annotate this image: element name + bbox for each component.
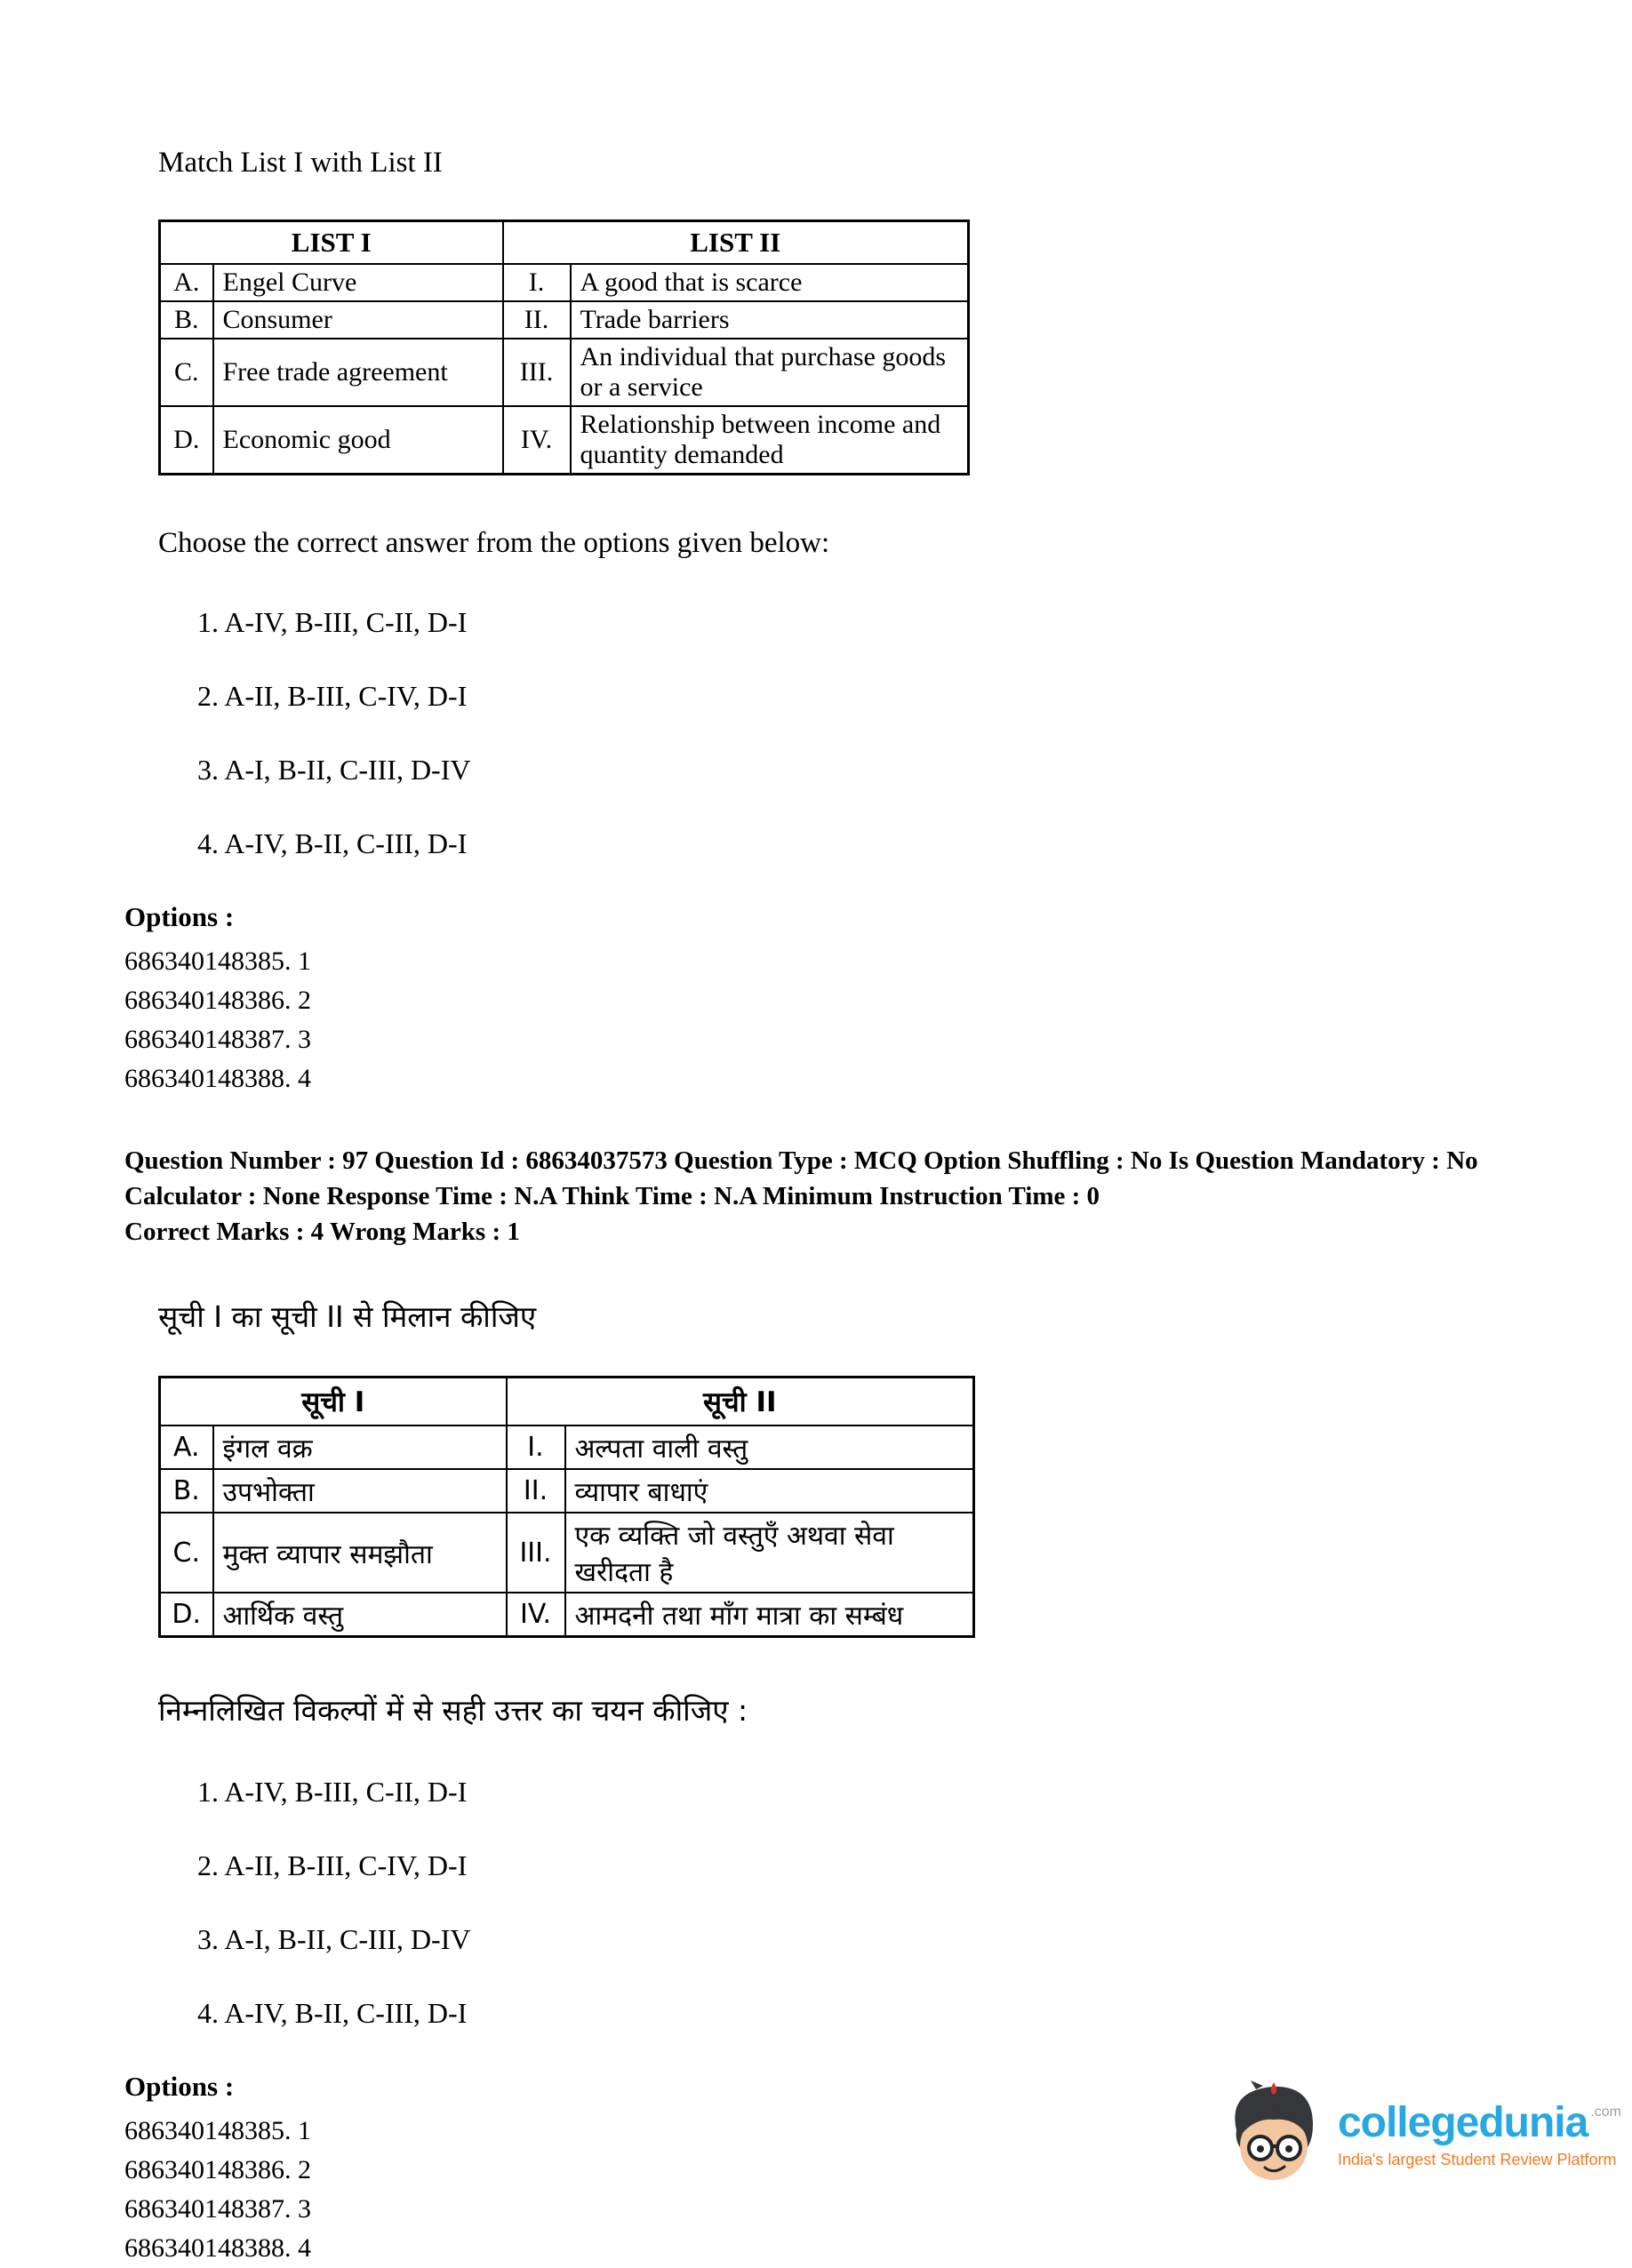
table-row-b	[160, 301, 969, 339]
row-match: An individual that purchase goods or a service	[571, 339, 969, 406]
row-letter: D.	[160, 1593, 213, 1637]
choice-3: 3. A-I, B-II, C-III, D-IV	[197, 754, 471, 786]
row-roman: III.	[507, 1513, 565, 1593]
option-id: 686340148387. 3	[124, 2194, 311, 2224]
option-id: 686340148386. 2	[124, 2155, 311, 2184]
choice-2: 2. A-II, B-III, C-IV, D-I	[197, 680, 468, 712]
table-header-row	[160, 1378, 974, 1426]
choice-4: 4. A-IV, B-II, C-III, D-I	[197, 1997, 468, 2029]
row-item: उपभोक्ता	[213, 1469, 507, 1513]
row-match: आमदनी तथा माँग मात्रा का सम्बंध	[565, 1593, 974, 1637]
row-match: Trade barriers	[571, 301, 969, 339]
table-row-c	[160, 339, 969, 406]
row-roman: IV.	[507, 1593, 565, 1637]
table-row-d	[160, 1593, 974, 1637]
collegedunia-logo	[1220, 2079, 1621, 2192]
option-ids-english	[124, 942, 1579, 1098]
choice-1: 1. A-IV, B-III, C-II, D-I	[197, 606, 468, 638]
choice-2: 2. A-II, B-III, C-IV, D-I	[197, 1849, 468, 1881]
row-item: Engel Curve	[213, 264, 503, 301]
row-letter: C.	[160, 1513, 213, 1593]
question-prompt-hindi: सूची I का सूची II से मिलान कीजिए	[158, 1299, 537, 1334]
brand-suffix: .com	[1590, 2104, 1621, 2120]
row-letter: B.	[160, 1469, 213, 1513]
brand-row	[1338, 2101, 1621, 2145]
question-prompt-english: Match List I with List II	[158, 147, 443, 179]
brand-tagline: India's largest Student Review Platform	[1337, 2151, 1617, 2168]
row-item: Free trade agreement	[213, 339, 503, 406]
choices-english	[197, 606, 1579, 860]
options-label-english: Options :	[124, 901, 235, 932]
table-header-row	[160, 221, 969, 265]
table-row-c	[160, 1513, 974, 1593]
question-metadata: Question Number : 97 Question Id : 68634037573 Question Type : MCQ Option Shuffling : No Is Question Mandatory : No Calculator : None Response Time : N.A Think Time : N.A Minimum Instruction Time : 0	[124, 1146, 1478, 1210]
row-match: अल्पता वाली वस्तु	[565, 1425, 974, 1469]
header-list1: LIST I	[160, 221, 503, 265]
table-row-b	[160, 1469, 974, 1513]
choices-hindi	[197, 1776, 1579, 2030]
row-match: A good that is scarce	[571, 264, 969, 301]
choice-4: 4. A-IV, B-II, C-III, D-I	[197, 827, 468, 859]
row-roman: I.	[503, 264, 571, 301]
choose-instruction-english: Choose the correct answer from the options given below:	[158, 527, 830, 559]
row-item: इंगल वक्र	[213, 1425, 507, 1469]
row-letter: A.	[160, 264, 213, 301]
row-roman: III.	[503, 339, 571, 406]
row-roman: II.	[507, 1469, 565, 1513]
table-row-a	[160, 1425, 974, 1469]
row-item: मुक्त व्यापार समझौता	[213, 1513, 507, 1593]
option-id: 686340148386. 2	[124, 986, 311, 1015]
row-item: Consumer	[213, 301, 503, 339]
choice-3: 3. A-I, B-II, C-III, D-IV	[197, 1923, 471, 1955]
row-item: Economic good	[213, 406, 503, 475]
row-match: व्यापार बाधाएं	[565, 1469, 974, 1513]
match-table-hindi	[158, 1376, 975, 1638]
question-marks: Correct Marks : 4 Wrong Marks : 1	[124, 1218, 520, 1246]
row-roman: IV.	[503, 406, 571, 475]
brand-name: collegedunia	[1337, 2099, 1588, 2146]
header-list1: सूची I	[160, 1378, 507, 1426]
row-match: Relationship between income and quantity demanded	[571, 406, 969, 475]
row-letter: A.	[160, 1425, 213, 1469]
mascot-icon	[1220, 2079, 1325, 2192]
row-letter: C.	[160, 339, 213, 406]
match-table-english	[158, 220, 970, 475]
brand-block	[1338, 2101, 1621, 2169]
row-item: आर्थिक वस्तु	[213, 1593, 507, 1637]
row-match: एक व्यक्ति जो वस्तुएँ अथवा सेवा खरीदता है	[565, 1513, 974, 1593]
option-id: 686340148388. 4	[124, 1064, 311, 1093]
options-label-hindi: Options :	[124, 2071, 235, 2102]
option-id: 686340148385. 1	[124, 946, 311, 976]
option-id: 686340148388. 4	[124, 2233, 311, 2263]
choice-1: 1. A-IV, B-III, C-II, D-I	[197, 1776, 468, 1808]
table-row-a	[160, 264, 969, 301]
option-id: 686340148387. 3	[124, 1025, 311, 1054]
row-letter: B.	[160, 301, 213, 339]
header-list2: सूची II	[507, 1378, 974, 1426]
row-letter: D.	[160, 406, 213, 475]
option-id: 686340148385. 1	[124, 2116, 311, 2145]
header-list2: LIST II	[503, 221, 969, 265]
row-roman: I.	[507, 1425, 565, 1469]
row-roman: II.	[503, 301, 571, 339]
table-row-d	[160, 406, 969, 475]
choose-instruction-hindi: निम्नलिखित विकल्पों में से सही उत्तर का चयन कीजिए :	[158, 1693, 748, 1728]
question-section-english	[124, 147, 1579, 1098]
